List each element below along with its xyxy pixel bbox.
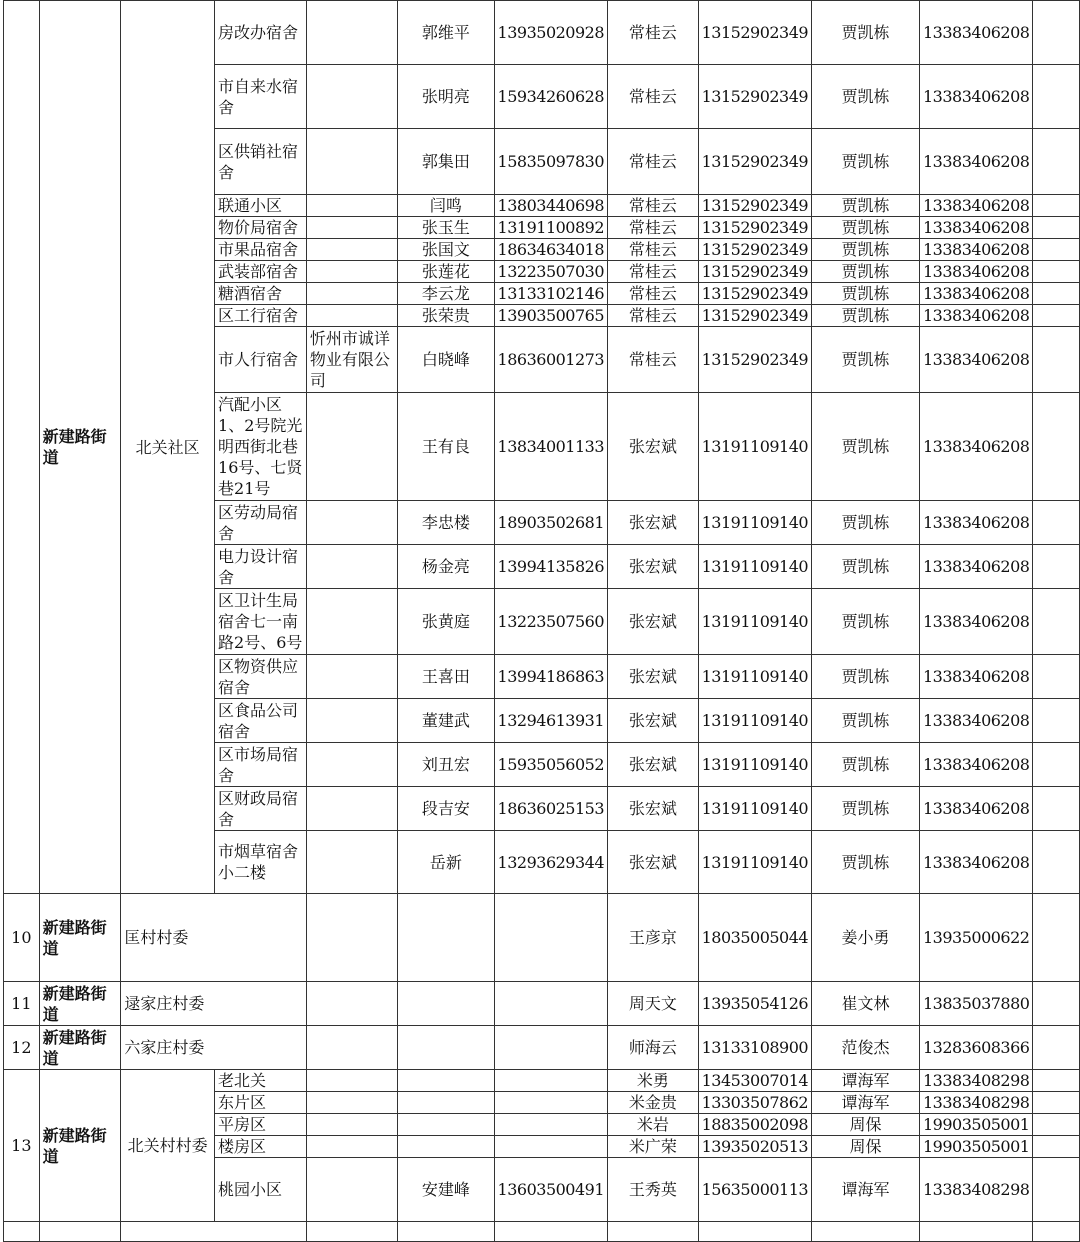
contact1-name-cell bbox=[398, 1222, 494, 1242]
contact1-name-cell: 郭集田 bbox=[398, 129, 494, 195]
contact1-name-cell bbox=[398, 894, 494, 982]
contact2-name-cell: 常桂云 bbox=[608, 195, 699, 217]
contact1-phone-cell bbox=[494, 894, 607, 982]
property-company-cell bbox=[306, 65, 397, 129]
contact2-name-cell: 张宏斌 bbox=[608, 831, 699, 894]
residence-cell: 桃园小区 bbox=[215, 1158, 307, 1222]
contact3-name-cell: 贾凯栋 bbox=[812, 65, 920, 129]
property-company-cell bbox=[306, 894, 397, 982]
residence-cell: 老北关 bbox=[215, 1070, 307, 1092]
contact2-name-cell: 张宏斌 bbox=[608, 655, 699, 699]
contact2-phone-cell: 13152902349 bbox=[698, 239, 811, 261]
contact2-name-cell: 张宏斌 bbox=[608, 545, 699, 589]
contact3-phone-cell: 13383406208 bbox=[919, 239, 1032, 261]
contact2-phone-cell: 13152902349 bbox=[698, 305, 811, 327]
table-body bbox=[4, 1, 1080, 1242]
contact1-phone-cell: 15935056052 bbox=[494, 743, 607, 787]
property-company-cell bbox=[306, 393, 397, 501]
contact2-phone-cell: 13152902349 bbox=[698, 195, 811, 217]
contact1-name-cell: 白晓峰 bbox=[398, 327, 494, 393]
contact1-name-cell: 张荣贵 bbox=[398, 305, 494, 327]
contact3-phone-cell: 13383406208 bbox=[919, 589, 1032, 655]
trailing-cell bbox=[1033, 305, 1080, 327]
row-number-cell: 10 bbox=[4, 894, 40, 982]
trailing-cell bbox=[1033, 393, 1080, 501]
contact1-phone-cell bbox=[494, 1026, 607, 1070]
contact2-phone-cell: 13191109140 bbox=[698, 831, 811, 894]
property-company-cell bbox=[306, 1092, 397, 1114]
contact3-name-cell: 周保 bbox=[812, 1136, 920, 1158]
contact1-name-cell: 董建武 bbox=[398, 699, 494, 743]
residence-cell: 区食品公司宿舍 bbox=[215, 699, 307, 743]
contact2-phone-cell: 13935054126 bbox=[698, 982, 811, 1026]
contact1-name-cell: 岳新 bbox=[398, 831, 494, 894]
residence-cell: 市烟草宿舍小二楼 bbox=[215, 831, 307, 894]
trailing-cell bbox=[1033, 894, 1080, 982]
contact3-name-cell: 范俊杰 bbox=[812, 1026, 920, 1070]
contact1-name-cell: 李云龙 bbox=[398, 283, 494, 305]
contact3-name-cell: 周保 bbox=[812, 1114, 920, 1136]
contact2-phone-cell: 13152902349 bbox=[698, 217, 811, 239]
contact1-name-cell bbox=[398, 1026, 494, 1070]
residence-cell: 区市场局宿舍 bbox=[215, 743, 307, 787]
contact2-name-cell: 张宏斌 bbox=[608, 589, 699, 655]
residence-cell: 楼房区 bbox=[215, 1136, 307, 1158]
trailing-cell bbox=[1033, 655, 1080, 699]
contact1-name-cell bbox=[398, 982, 494, 1026]
contact3-phone-cell: 13383406208 bbox=[919, 65, 1032, 129]
contact3-name-cell: 谭海军 bbox=[812, 1092, 920, 1114]
contact2-phone-cell: 13191109140 bbox=[698, 787, 811, 831]
trailing-cell bbox=[1033, 743, 1080, 787]
trailing-cell bbox=[1033, 261, 1080, 283]
contact1-name-cell bbox=[398, 1136, 494, 1158]
contact1-phone-cell: 13803440698 bbox=[494, 195, 607, 217]
trailing-cell bbox=[1033, 1222, 1080, 1242]
contact1-phone-cell: 18636001273 bbox=[494, 327, 607, 393]
contact2-name-cell: 常桂云 bbox=[608, 129, 699, 195]
contact3-phone-cell: 13383406208 bbox=[919, 831, 1032, 894]
property-company-cell: 忻州市诚详物业有限公司 bbox=[306, 327, 397, 393]
contact2-phone-cell: 13152902349 bbox=[698, 65, 811, 129]
contact3-phone-cell: 13383406208 bbox=[919, 305, 1032, 327]
street-cell: 新建路街道 bbox=[39, 1, 121, 894]
contact2-phone-cell: 13152902349 bbox=[698, 283, 811, 305]
trailing-cell bbox=[1033, 239, 1080, 261]
property-company-cell bbox=[306, 787, 397, 831]
contact2-name-cell: 周天文 bbox=[608, 982, 699, 1026]
contact2-phone-cell: 13191109140 bbox=[698, 545, 811, 589]
property-company-cell bbox=[306, 1026, 397, 1070]
contact1-phone-cell: 13223507030 bbox=[494, 261, 607, 283]
contact1-phone-cell bbox=[494, 1114, 607, 1136]
contact1-name-cell bbox=[398, 1070, 494, 1092]
community-cell: 匡村村委 bbox=[121, 894, 307, 982]
contact2-name-cell: 张宏斌 bbox=[608, 699, 699, 743]
contact3-name-cell bbox=[812, 1222, 920, 1242]
residence-cell: 东片区 bbox=[215, 1092, 307, 1114]
community-cell: 六家庄村委 bbox=[121, 1026, 307, 1070]
trailing-cell bbox=[1033, 1070, 1080, 1092]
residence-cell: 汽配小区1、2号院光明西街北巷16号、七贤巷21号 bbox=[215, 393, 307, 501]
residence-cell: 房改办宿舍 bbox=[215, 1, 307, 65]
residence-cell: 平房区 bbox=[215, 1114, 307, 1136]
residence-cell: 电力设计宿舍 bbox=[215, 545, 307, 589]
contact2-phone-cell: 13191109140 bbox=[698, 655, 811, 699]
property-company-cell bbox=[306, 1114, 397, 1136]
contact-table bbox=[3, 0, 1080, 1242]
contact1-name-cell: 张国文 bbox=[398, 239, 494, 261]
residence-cell: 物价局宿舍 bbox=[215, 217, 307, 239]
trailing-cell bbox=[1033, 217, 1080, 239]
table-row bbox=[4, 894, 1080, 982]
contact2-name-cell: 王彦京 bbox=[608, 894, 699, 982]
residence-cell: 区供销社宿舍 bbox=[215, 129, 307, 195]
contact3-name-cell: 贾凯栋 bbox=[812, 589, 920, 655]
contact1-phone-cell: 18903502681 bbox=[494, 501, 607, 545]
contact1-name-cell: 李忠楼 bbox=[398, 501, 494, 545]
contact2-name-cell bbox=[608, 1222, 699, 1242]
contact1-phone-cell bbox=[494, 1222, 607, 1242]
contact1-name-cell: 刘丑宏 bbox=[398, 743, 494, 787]
contact2-name-cell: 常桂云 bbox=[608, 283, 699, 305]
contact3-phone-cell: 19903505001 bbox=[919, 1114, 1032, 1136]
contact3-name-cell: 贾凯栋 bbox=[812, 393, 920, 501]
contact3-name-cell: 姜小勇 bbox=[812, 894, 920, 982]
residence-cell: 市果品宿舍 bbox=[215, 239, 307, 261]
contact2-name-cell: 张宏斌 bbox=[608, 501, 699, 545]
trailing-cell bbox=[1033, 699, 1080, 743]
property-company-cell bbox=[306, 1, 397, 65]
contact3-phone-cell: 13383406208 bbox=[919, 743, 1032, 787]
contact3-name-cell: 贾凯栋 bbox=[812, 501, 920, 545]
contact3-name-cell: 崔文林 bbox=[812, 982, 920, 1026]
row-number-cell: 13 bbox=[4, 1070, 40, 1222]
contact1-name-cell: 张黄庭 bbox=[398, 589, 494, 655]
contact1-name-cell: 闫鸣 bbox=[398, 195, 494, 217]
contact1-name-cell: 王有良 bbox=[398, 393, 494, 501]
property-company-cell bbox=[306, 1070, 397, 1092]
contact1-phone-cell bbox=[494, 982, 607, 1026]
contact1-phone-cell: 13294613931 bbox=[494, 699, 607, 743]
contact3-name-cell: 贾凯栋 bbox=[812, 655, 920, 699]
contact1-name-cell: 张玉生 bbox=[398, 217, 494, 239]
contact3-name-cell: 贾凯栋 bbox=[812, 545, 920, 589]
contact1-name-cell: 郭维平 bbox=[398, 1, 494, 65]
contact1-phone-cell: 13994135826 bbox=[494, 545, 607, 589]
contact2-name-cell: 常桂云 bbox=[608, 217, 699, 239]
contact3-name-cell: 贾凯栋 bbox=[812, 1, 920, 65]
contact1-name-cell bbox=[398, 1092, 494, 1114]
contact3-name-cell: 贾凯栋 bbox=[812, 283, 920, 305]
contact2-name-cell: 常桂云 bbox=[608, 327, 699, 393]
contact1-phone-cell: 13133102146 bbox=[494, 283, 607, 305]
street-cell: 新建路街道 bbox=[39, 982, 121, 1026]
property-company-cell bbox=[306, 1222, 397, 1242]
trailing-cell bbox=[1033, 65, 1080, 129]
contact2-name-cell: 常桂云 bbox=[608, 1, 699, 65]
contact2-phone-cell bbox=[698, 1222, 811, 1242]
contact3-phone-cell: 13383406208 bbox=[919, 195, 1032, 217]
property-company-cell bbox=[306, 217, 397, 239]
community-cell: 北关社区 bbox=[121, 1, 215, 894]
property-company-cell bbox=[306, 589, 397, 655]
contact1-phone-cell: 13935020928 bbox=[494, 1, 607, 65]
contact1-name-cell: 张莲花 bbox=[398, 261, 494, 283]
street-cell: 新建路街道 bbox=[39, 1026, 121, 1070]
contact1-name-cell: 杨金亮 bbox=[398, 545, 494, 589]
community-cell bbox=[121, 1222, 307, 1242]
contact1-phone-cell bbox=[494, 1136, 607, 1158]
contact3-phone-cell: 13383406208 bbox=[919, 699, 1032, 743]
trailing-cell bbox=[1033, 283, 1080, 305]
property-company-cell bbox=[306, 1136, 397, 1158]
row-number-cell: 12 bbox=[4, 1026, 40, 1070]
trailing-cell bbox=[1033, 589, 1080, 655]
contact2-name-cell: 常桂云 bbox=[608, 239, 699, 261]
contact2-phone-cell: 13935020513 bbox=[698, 1136, 811, 1158]
contact2-phone-cell: 13191109140 bbox=[698, 699, 811, 743]
table-row bbox=[4, 982, 1080, 1026]
trailing-cell bbox=[1033, 1, 1080, 65]
contact1-phone-cell: 13191100892 bbox=[494, 217, 607, 239]
contact2-phone-cell: 13303507862 bbox=[698, 1092, 811, 1114]
contact2-phone-cell: 13191109140 bbox=[698, 743, 811, 787]
contact3-name-cell: 贾凯栋 bbox=[812, 239, 920, 261]
contact2-phone-cell: 13453007014 bbox=[698, 1070, 811, 1092]
trailing-cell bbox=[1033, 1158, 1080, 1222]
contact1-name-cell: 张明亮 bbox=[398, 65, 494, 129]
trailing-cell bbox=[1033, 787, 1080, 831]
street-cell: 新建路街道 bbox=[39, 894, 121, 982]
contact3-name-cell: 贾凯栋 bbox=[812, 699, 920, 743]
contact3-name-cell: 贾凯栋 bbox=[812, 129, 920, 195]
residence-cell: 市人行宿舍 bbox=[215, 327, 307, 393]
contact3-phone-cell: 13935000622 bbox=[919, 894, 1032, 982]
table-row bbox=[4, 1070, 1080, 1092]
contact2-name-cell: 师海云 bbox=[608, 1026, 699, 1070]
trailing-cell bbox=[1033, 831, 1080, 894]
contact3-phone-cell: 13383406208 bbox=[919, 327, 1032, 393]
contact3-name-cell: 谭海军 bbox=[812, 1158, 920, 1222]
contact2-phone-cell: 18835002098 bbox=[698, 1114, 811, 1136]
row-number-cell: 11 bbox=[4, 982, 40, 1026]
contact3-phone-cell: 13383408298 bbox=[919, 1092, 1032, 1114]
contact2-phone-cell: 13152902349 bbox=[698, 261, 811, 283]
community-cell: 北关村村委 bbox=[121, 1070, 215, 1222]
contact3-phone-cell: 13383406208 bbox=[919, 261, 1032, 283]
contact2-name-cell: 张宏斌 bbox=[608, 787, 699, 831]
contact1-name-cell: 段吉安 bbox=[398, 787, 494, 831]
table-row bbox=[4, 1026, 1080, 1070]
contact2-phone-cell: 13152902349 bbox=[698, 327, 811, 393]
street-cell: 新建路街道 bbox=[39, 1070, 121, 1222]
contact3-phone-cell: 13383406208 bbox=[919, 129, 1032, 195]
trailing-cell bbox=[1033, 982, 1080, 1026]
contact1-name-cell: 王喜田 bbox=[398, 655, 494, 699]
contact1-phone-cell: 15835097830 bbox=[494, 129, 607, 195]
contact3-name-cell: 谭海军 bbox=[812, 1070, 920, 1092]
property-company-cell bbox=[306, 655, 397, 699]
contact2-name-cell: 常桂云 bbox=[608, 305, 699, 327]
contact2-phone-cell: 18035005044 bbox=[698, 894, 811, 982]
contact1-phone-cell: 18636025153 bbox=[494, 787, 607, 831]
trailing-cell bbox=[1033, 545, 1080, 589]
trailing-cell bbox=[1033, 129, 1080, 195]
contact3-phone-cell: 13383406208 bbox=[919, 393, 1032, 501]
property-company-cell bbox=[306, 129, 397, 195]
contact3-phone-cell: 13283608366 bbox=[919, 1026, 1032, 1070]
contact3-phone-cell bbox=[919, 1222, 1032, 1242]
contact1-phone-cell: 13223507560 bbox=[494, 589, 607, 655]
contact1-name-cell: 安建峰 bbox=[398, 1158, 494, 1222]
row-number-cell bbox=[4, 1, 40, 894]
contact2-name-cell: 米金贵 bbox=[608, 1092, 699, 1114]
contact2-phone-cell: 13191109140 bbox=[698, 393, 811, 501]
community-cell: 逯家庄村委 bbox=[121, 982, 307, 1026]
row-number-cell bbox=[4, 1222, 40, 1242]
contact2-phone-cell: 15635000113 bbox=[698, 1158, 811, 1222]
contact2-phone-cell: 13133108900 bbox=[698, 1026, 811, 1070]
trailing-cell bbox=[1033, 501, 1080, 545]
contact2-name-cell: 常桂云 bbox=[608, 261, 699, 283]
contact3-name-cell: 贾凯栋 bbox=[812, 305, 920, 327]
contact1-phone-cell bbox=[494, 1070, 607, 1092]
contact3-phone-cell: 13383406208 bbox=[919, 501, 1032, 545]
property-company-cell bbox=[306, 305, 397, 327]
contact1-phone-cell: 13834001133 bbox=[494, 393, 607, 501]
contact3-phone-cell: 13383406208 bbox=[919, 1, 1032, 65]
contact3-phone-cell: 13383406208 bbox=[919, 217, 1032, 239]
contact2-name-cell: 米岩 bbox=[608, 1114, 699, 1136]
residence-cell: 联通小区 bbox=[215, 195, 307, 217]
contact1-phone-cell: 13603500491 bbox=[494, 1158, 607, 1222]
contact3-phone-cell: 13383406208 bbox=[919, 283, 1032, 305]
property-company-cell bbox=[306, 261, 397, 283]
table-row bbox=[4, 1222, 1080, 1242]
contact2-name-cell: 米勇 bbox=[608, 1070, 699, 1092]
property-company-cell bbox=[306, 501, 397, 545]
property-company-cell bbox=[306, 831, 397, 894]
contact3-phone-cell: 13835037880 bbox=[919, 982, 1032, 1026]
contact3-name-cell: 贾凯栋 bbox=[812, 327, 920, 393]
contact2-phone-cell: 13152902349 bbox=[698, 129, 811, 195]
contact3-phone-cell: 13383406208 bbox=[919, 787, 1032, 831]
property-company-cell bbox=[306, 195, 397, 217]
contact2-name-cell: 张宏斌 bbox=[608, 743, 699, 787]
residence-cell: 区财政局宿舍 bbox=[215, 787, 307, 831]
contact2-phone-cell: 13191109140 bbox=[698, 501, 811, 545]
trailing-cell bbox=[1033, 1114, 1080, 1136]
contact3-phone-cell: 13383408298 bbox=[919, 1158, 1032, 1222]
property-company-cell bbox=[306, 239, 397, 261]
contact3-phone-cell: 13383406208 bbox=[919, 545, 1032, 589]
property-company-cell bbox=[306, 1158, 397, 1222]
contact2-name-cell: 常桂云 bbox=[608, 65, 699, 129]
contact3-name-cell: 贾凯栋 bbox=[812, 831, 920, 894]
contact3-name-cell: 贾凯栋 bbox=[812, 743, 920, 787]
contact3-name-cell: 贾凯栋 bbox=[812, 195, 920, 217]
residence-cell: 区物资供应宿舍 bbox=[215, 655, 307, 699]
contact1-phone-cell: 13903500765 bbox=[494, 305, 607, 327]
contact1-phone-cell: 13293629344 bbox=[494, 831, 607, 894]
residence-cell: 区劳动局宿舍 bbox=[215, 501, 307, 545]
contact3-phone-cell: 13383406208 bbox=[919, 655, 1032, 699]
table-row bbox=[4, 1, 1080, 65]
contact2-name-cell: 米广荣 bbox=[608, 1136, 699, 1158]
contact3-name-cell: 贾凯栋 bbox=[812, 261, 920, 283]
contact2-name-cell: 王秀英 bbox=[608, 1158, 699, 1222]
property-company-cell bbox=[306, 743, 397, 787]
contact3-name-cell: 贾凯栋 bbox=[812, 217, 920, 239]
trailing-cell bbox=[1033, 327, 1080, 393]
residence-cell: 市自来水宿舍 bbox=[215, 65, 307, 129]
contact1-phone-cell: 13994186863 bbox=[494, 655, 607, 699]
trailing-cell bbox=[1033, 195, 1080, 217]
property-company-cell bbox=[306, 699, 397, 743]
trailing-cell bbox=[1033, 1092, 1080, 1114]
property-company-cell bbox=[306, 283, 397, 305]
trailing-cell bbox=[1033, 1136, 1080, 1158]
property-company-cell bbox=[306, 982, 397, 1026]
contact3-phone-cell: 13383408298 bbox=[919, 1070, 1032, 1092]
residence-cell: 区工行宿舍 bbox=[215, 305, 307, 327]
contact2-name-cell: 张宏斌 bbox=[608, 393, 699, 501]
contact1-phone-cell: 18634634018 bbox=[494, 239, 607, 261]
contact3-name-cell: 贾凯栋 bbox=[812, 787, 920, 831]
contact3-phone-cell: 19903505001 bbox=[919, 1136, 1032, 1158]
residence-cell: 糖酒宿舍 bbox=[215, 283, 307, 305]
contact1-phone-cell bbox=[494, 1092, 607, 1114]
contact2-phone-cell: 13191109140 bbox=[698, 589, 811, 655]
contact1-name-cell bbox=[398, 1114, 494, 1136]
residence-cell: 区卫计生局宿舍七一南路2号、6号 bbox=[215, 589, 307, 655]
trailing-cell bbox=[1033, 1026, 1080, 1070]
property-company-cell bbox=[306, 545, 397, 589]
street-cell bbox=[39, 1222, 121, 1242]
residence-cell: 武装部宿舍 bbox=[215, 261, 307, 283]
contact2-phone-cell: 13152902349 bbox=[698, 1, 811, 65]
contact1-phone-cell: 15934260628 bbox=[494, 65, 607, 129]
